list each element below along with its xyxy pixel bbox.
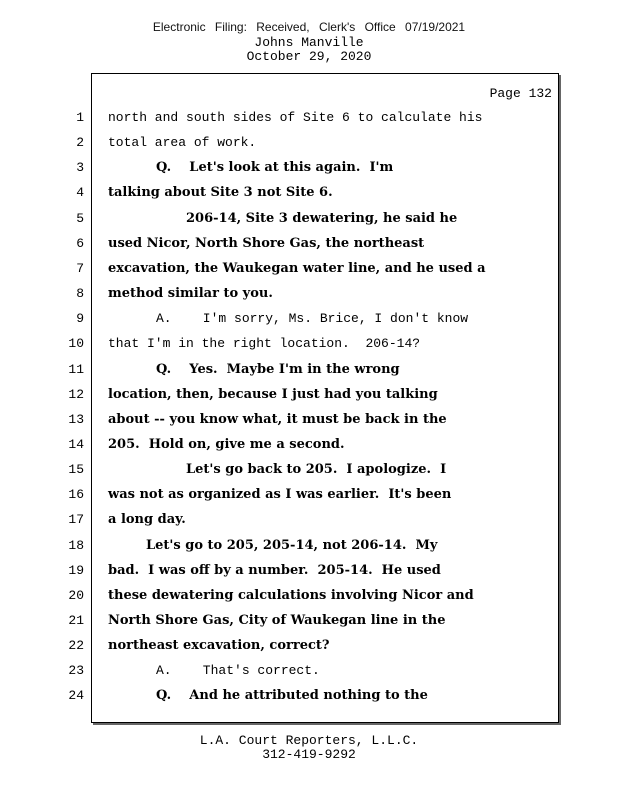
line-number: 17 [68,512,84,528]
line-number: 16 [68,487,84,503]
line-text: that I'm in the right location. 206-14? [108,336,421,352]
footer-phone: 312-419-9292 [262,747,356,762]
transcript-line [0,362,618,382]
line-number: 24 [68,688,84,704]
transcript-line [0,261,618,281]
line-text: Let's go to 205, 205-14, not 206-14. My [146,537,438,553]
line-number: 23 [68,663,84,679]
transcript-line [0,613,618,633]
line-text: A. I'm sorry, Ms. Brice, I don't know [156,311,469,327]
line-number: 5 [76,210,84,226]
line-text: 206-14, Site 3 dewatering, he said he [186,210,458,226]
line-text: Q. Yes. Maybe I'm in the wrong [156,361,400,377]
line-number: 10 [68,336,84,352]
transcript-line [0,311,618,331]
transcript-line [0,638,618,658]
line-number: 20 [68,587,84,603]
line-text: 205. Hold on, give me a second. [108,436,345,452]
line-number: 2 [76,135,84,151]
line-number: 21 [68,613,84,628]
line-number: 12 [68,386,84,402]
transcript-line [0,336,618,356]
line-text: talking about Site 3 not Site 6. [108,185,333,201]
transcript-line [0,663,618,683]
transcript-line [0,236,618,256]
line-number: 7 [76,260,84,276]
line-number: 14 [68,436,84,452]
line-text: method similar to you. [108,286,273,302]
line-text: Let's go back to 205. I apologize. I [186,462,447,478]
efiling-stamp: Electronic Filing: Received, Clerk's Office 07/19/2021 [152,20,466,34]
transcript-line [0,512,618,532]
page-number: Page 132 [489,86,552,101]
line-number: 22 [68,638,84,654]
transcript-line [0,588,618,608]
line-text: north and south sides of Site 6 to calculate his [108,110,483,125]
line-text: Q. Let's look at this again. I'm [156,160,394,176]
transcript-line [0,462,618,482]
transcript-line [0,211,618,231]
line-number: 4 [76,185,84,201]
line-number: 15 [68,462,84,478]
line-number: 19 [68,562,84,578]
transcript-line [0,286,618,306]
transcript-line [0,688,618,708]
transcript-line [0,387,618,407]
header-date: October 29, 2020 [246,49,372,64]
transcript-line [0,538,618,558]
line-text: was not as organized as I was earlier. It's been [108,487,452,503]
line-text: North Shore Gas, City of Waukegan line in the [108,613,446,628]
transcript-line [0,135,618,155]
line-text: used Nicor, North Shore Gas, the northeast [108,235,425,251]
transcript-line [0,110,618,130]
line-number: 8 [76,286,84,302]
transcript-line [0,160,618,180]
line-number: 18 [68,537,84,553]
line-text: A. That's correct. [156,663,320,679]
line-text: location, then, because I just had you talking [108,386,438,402]
line-number: 11 [68,361,84,377]
header-witness: Johns Manville [254,35,364,50]
line-number: 9 [76,311,84,327]
line-text: these dewatering calculations involving Nicor and [108,587,474,603]
transcript-line [0,437,618,457]
transcript-line [0,487,618,507]
transcript-line [0,185,618,205]
line-text: a long day. [108,512,186,528]
line-number: 13 [68,411,84,427]
transcript-line [0,412,618,432]
line-text: Q. And he attributed nothing to the [156,688,428,704]
footer-company: L.A. Court Reporters, L.L.C. [199,733,419,748]
line-number: 1 [76,110,84,125]
line-number: 6 [76,235,84,251]
line-number: 3 [76,160,84,176]
transcript-line [0,563,618,583]
line-text: bad. I was off by a number. 205-14. He used [108,562,441,578]
line-text: about -- you know what, it must be back in the [108,411,447,427]
line-text: total area of work. [108,135,257,151]
line-text: excavation, the Waukegan water line, and he used a [108,260,486,276]
line-text: northeast excavation, correct? [108,638,330,654]
